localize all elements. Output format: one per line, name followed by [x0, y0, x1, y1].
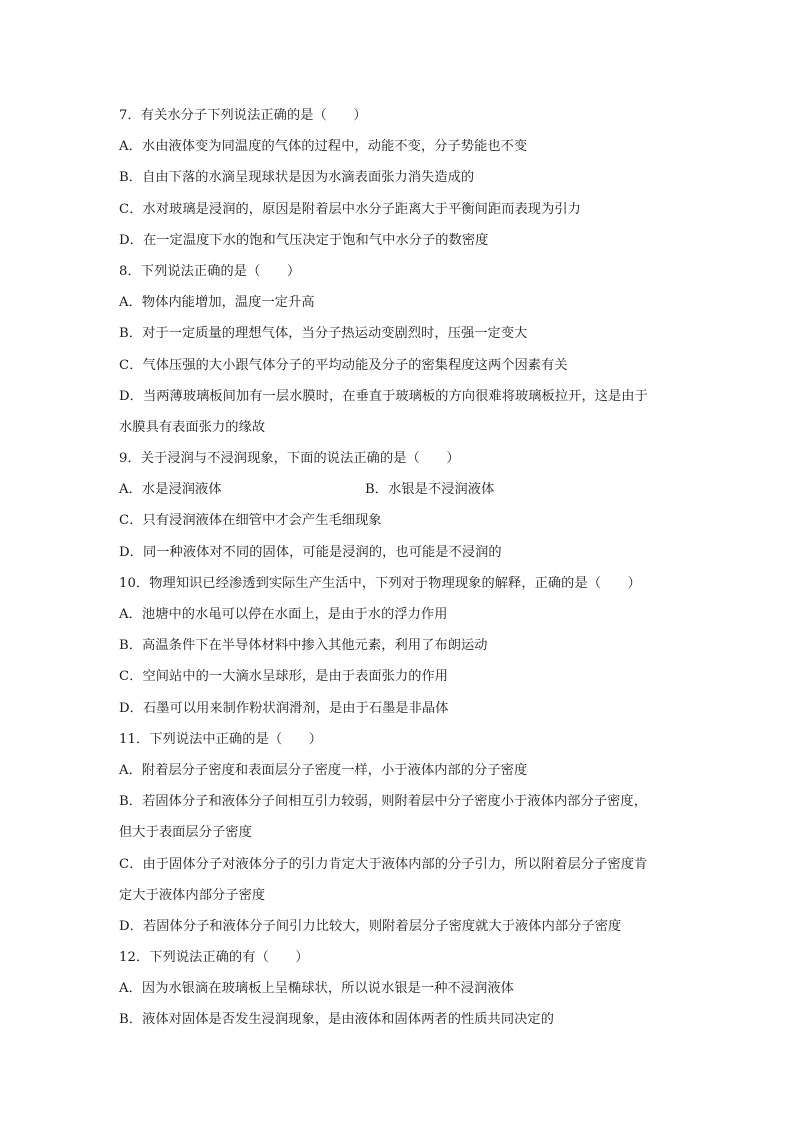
question-9-option-row-ab	[119, 474, 689, 505]
question-10-option-a: A．池塘中的水黾可以停在水面上，是由于水的浮力作用	[119, 607, 448, 622]
question-8-option-d-continued: 水膜具有表面张力的缘故	[119, 419, 266, 435]
question-list	[119, 100, 689, 1036]
question-10-option-d: D．石墨可以用来制作粉状润滑剂，是由于石墨是非晶体	[119, 700, 449, 716]
question-8-option-d: D．当两薄玻璃板间加有一层水膜时，在垂直于玻璃板的方向很难将玻璃板拉开，这是由于	[119, 388, 648, 404]
question-11-option-c: C．由于固体分子对液体分子的引力肯定大于液体内部的分子引力，所以附着层分子密度肯	[119, 856, 648, 872]
question-7-option-d: D．在一定温度下水的饱和气压决定于饱和气中水分子的数密度	[119, 232, 489, 248]
question-9-option-d: D．同一种液体对不同的固体，可能是浸润的，也可能是不浸润的	[119, 544, 502, 560]
question-10-option-b: B．高温条件下在半导体材料中掺入其他元素，利用了布朗运动	[119, 638, 488, 654]
question-9-stem: 9．关于浸润与不浸润现象，下面的说法正确的是（ ）	[119, 451, 460, 467]
question-12-option-a: A．因为水银滴在玻璃板上呈椭球状，所以说水银是一种不浸润液体	[119, 981, 514, 997]
question-8-stem: 8．下列说法正确的是（ ）	[119, 263, 301, 279]
question-10-stem: 10．物理知识已经渗透到实际生产生活中，下列对于物理现象的解释，正确的是（ ）	[119, 575, 641, 591]
question-9-option-a: A．水是浸润液体	[119, 482, 222, 498]
question-8-option-b: B．对于一定质量的理想气体，当分子热运动变剧烈时，压强一定变大	[119, 326, 528, 342]
question-11-option-c-continued: 定大于液体内部分子密度	[119, 887, 266, 903]
question-8-option-a: A．物体内能增加，温度一定升高	[119, 295, 315, 311]
question-11-option-b: B．若固体分子和液体分子间相互引力较弱，则附着层中分子密度小于液体内部分子密度，	[119, 794, 647, 810]
question-11-option-d: D．若固体分子和液体分子间引力比较大，则附着层分子密度就大于液体内部分子密度	[119, 918, 622, 934]
question-8-option-c: C．气体压强的大小跟气体分子的平均动能及分子的密集程度这两个因素有关	[119, 357, 568, 373]
question-10-option-c: C．空间站中的一大滴水呈球形，是由于表面张力的作用	[119, 669, 449, 685]
question-12-stem: 12．下列说法正确的有（ ）	[119, 950, 309, 966]
question-7-option-c: C．水对玻璃是浸润的，原因是附着层中水分子距离大于平衡间距而表现为引力	[119, 201, 581, 217]
question-9-option-b: B．水银是不浸润液体	[365, 482, 495, 498]
question-11-stem: 11．下列说法中正确的是（ ）	[119, 731, 323, 747]
question-12-option-b: B．液体对固体是否发生浸润现象，是由液体和固体两者的性质共同决定的	[119, 1012, 554, 1028]
question-9-option-c: C．只有浸润液体在细管中才会产生毛细现象	[119, 513, 382, 529]
question-11-option-a: A．附着层分子密度和表面层分子密度一样，小于液体内部的分子密度	[119, 762, 528, 778]
question-7-stem: 7．有关水分子下列说法正确的是（ ）	[119, 108, 367, 123]
question-7-option-b: B．自由下落的水滴呈现球状是因为水滴表面张力消失造成的	[119, 170, 475, 186]
question-11-option-b-continued: 但大于表面层分子密度	[119, 825, 252, 841]
question-7-option-a: A．水由液体变为同温度的气体的过程中，动能不变，分子势能也不变	[119, 139, 528, 155]
